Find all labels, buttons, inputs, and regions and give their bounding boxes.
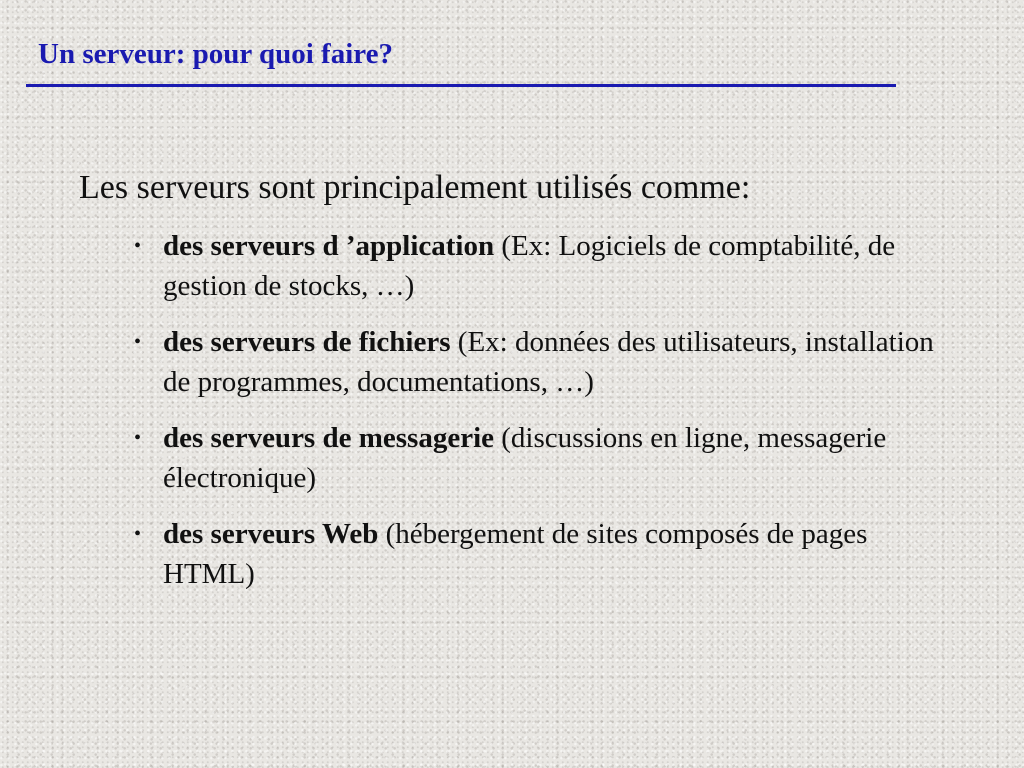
lead-text: Les serveurs sont principalement utilisés comme:	[79, 169, 751, 206]
bullet-item-file-servers	[134, 322, 953, 402]
bullet-icon: •	[134, 331, 142, 353]
bullet-icon: •	[134, 523, 142, 545]
bullet-term: des serveurs de messagerie	[163, 422, 494, 454]
bullet-item-messaging-servers	[134, 418, 953, 498]
bullet-detail: (Ex: Logiciels de comptabilité, de gestion de stocks, …)	[163, 230, 896, 302]
bullet-list	[134, 226, 953, 610]
bullet-term: des serveurs d ’application	[163, 230, 495, 262]
bullet-item-application-servers	[134, 226, 953, 306]
bullet-detail: (hébergement de sites composés de pages HTML)	[163, 518, 868, 590]
bullet-detail: (Ex: données des utilisateurs, installation de programmes, documentations, …)	[163, 326, 934, 398]
slide-title: Un serveur: pour quoi faire?	[38, 38, 393, 70]
bullet-term: des serveurs Web	[163, 518, 379, 550]
bullet-icon: •	[134, 235, 142, 257]
bullet-icon: •	[134, 427, 142, 449]
bullet-item-web-servers	[134, 514, 953, 594]
bullet-detail: (discussions en ligne, messagerie électronique)	[163, 422, 887, 494]
title-underline	[26, 84, 896, 87]
bullet-term: des serveurs de fichiers	[163, 326, 451, 358]
